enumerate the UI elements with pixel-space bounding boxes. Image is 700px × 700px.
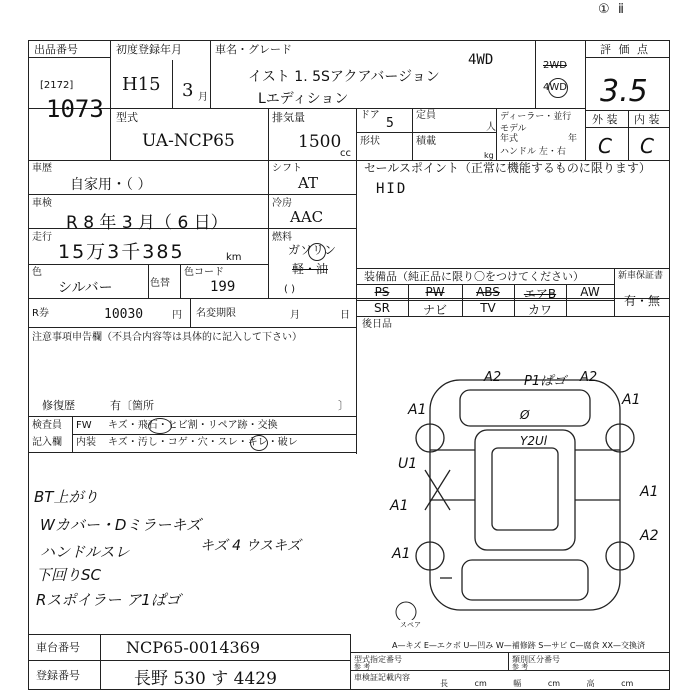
diag-a1-left-side: A1 bbox=[390, 498, 409, 514]
month-unit: 月 bbox=[198, 92, 208, 103]
color: シルバー bbox=[58, 280, 113, 296]
load-unit: kg bbox=[484, 151, 494, 160]
mileage-label: 走行 bbox=[32, 232, 52, 243]
chassis-number: NCP65-0014369 bbox=[126, 638, 261, 657]
sales-point-text: HID bbox=[376, 181, 408, 197]
side-mark-left bbox=[425, 470, 450, 510]
fw-circle bbox=[148, 418, 172, 434]
equip-pw: PW bbox=[425, 285, 445, 299]
notes-label: 注意事項申告欄（不具合内容等は具体的に記入して下さい） bbox=[32, 332, 302, 343]
top-right-mark: ① bbox=[598, 2, 610, 17]
cat-sub: 参 考 bbox=[512, 663, 529, 671]
size-sub: 長 cm 幅 cm 高 cm bbox=[440, 679, 634, 688]
dealer-label: ディーラー・並行 bbox=[500, 112, 572, 122]
equip-ps: PS bbox=[374, 285, 390, 299]
model-label: 型式 bbox=[116, 111, 138, 124]
door-label: ドア bbox=[360, 110, 380, 121]
fuel-gas-circle bbox=[308, 243, 326, 261]
note-under: 下回りSC bbox=[36, 566, 101, 584]
deadline-day: 日 bbox=[340, 310, 350, 321]
color-label: 色 bbox=[32, 267, 42, 278]
diag-a2-rear-right: A2 bbox=[640, 528, 659, 544]
fuel-light: 軽・油 bbox=[292, 262, 329, 276]
color-code: 199 bbox=[210, 279, 236, 295]
inspection-value: R 8 年 3 月（ 6 日） bbox=[66, 213, 228, 233]
repair-close: 〕 bbox=[338, 399, 349, 412]
note-wcover: Wカバー・Dミラーキズ bbox=[40, 516, 202, 534]
reg-label: 登録番号 bbox=[36, 669, 80, 682]
ext-grade: C bbox=[598, 134, 612, 158]
int-circle bbox=[250, 435, 268, 451]
year-unit: 年 bbox=[568, 134, 578, 144]
rear-seat-label: 後日品 bbox=[362, 319, 392, 330]
fuel-gas: ガソリン bbox=[288, 243, 337, 257]
doors: 5 bbox=[386, 116, 394, 131]
drive-opt-2wd: 2WD bbox=[543, 60, 567, 71]
int-label: 内 装 bbox=[634, 113, 660, 126]
model-code: UA-NCP65 bbox=[142, 131, 235, 151]
chassis-label: 車台番号 bbox=[36, 641, 80, 654]
type-cert-sub: 参 考 bbox=[354, 663, 371, 671]
diag-a1-right-side: A1 bbox=[640, 484, 659, 500]
spare-label: スペア bbox=[400, 621, 421, 629]
note-handle: ハンドルスレ bbox=[40, 543, 130, 561]
first-reg-month: 3 bbox=[182, 80, 194, 101]
recycle-amount: 10030 bbox=[104, 307, 144, 322]
load-label: 積載 bbox=[416, 136, 436, 147]
handle-label: ハンドル 左・右 bbox=[500, 147, 566, 157]
new-guarantee-value: 有・無 bbox=[624, 294, 661, 308]
size-label: 車検証記載内容 bbox=[354, 673, 410, 682]
repair-value: 有〔箇所 bbox=[110, 399, 154, 412]
shape-label: 形状 bbox=[360, 136, 380, 147]
color-change-label: 色替 bbox=[150, 278, 170, 289]
fuel-label: 燃料 bbox=[272, 232, 292, 243]
model-year-label: モデル bbox=[500, 124, 527, 134]
drive-type: 4WD bbox=[468, 52, 494, 68]
diag-top-a2-right: A2 bbox=[580, 370, 598, 385]
recycle-label: R券 bbox=[32, 308, 49, 319]
eval-label: 評 価 点 bbox=[600, 43, 650, 56]
equip-leather: カワ bbox=[527, 303, 552, 317]
displacement-label: 排気量 bbox=[272, 111, 305, 124]
km-unit: km bbox=[226, 252, 242, 263]
car-trunk bbox=[462, 560, 588, 600]
repair-label: 修復歴 bbox=[42, 399, 75, 412]
type-cert-label: 型式指定番号 bbox=[354, 655, 402, 664]
mileage: 15万3千385 bbox=[58, 241, 185, 263]
cc-unit: cc bbox=[340, 148, 351, 159]
car-name-label: 車名・グレード bbox=[215, 43, 292, 56]
drive-opt-4wd: 4WD bbox=[543, 82, 567, 93]
displacement: 1500 bbox=[298, 132, 342, 152]
note-scratch: キズ 4 ウスキズ bbox=[200, 538, 301, 554]
recycle-unit: 円 bbox=[172, 310, 182, 321]
equip-navi: ナビ bbox=[422, 303, 447, 317]
diag-a1-rear-left: A1 bbox=[392, 546, 411, 562]
note-bt: BT上がり bbox=[34, 488, 99, 506]
ac: AAC bbox=[290, 208, 324, 226]
equip-sr: SR bbox=[374, 301, 390, 315]
top-right-text: ⅱ bbox=[618, 2, 624, 17]
car-name: イスト 1. 5Sアクアバージョン bbox=[248, 69, 440, 85]
lot-number: 1073 bbox=[46, 95, 104, 123]
color-code-label: 色コード bbox=[184, 267, 224, 278]
front-doors-left bbox=[430, 450, 475, 500]
spare-tire bbox=[396, 602, 416, 620]
ac-label: 冷房 bbox=[272, 198, 292, 209]
fw-text: キズ・飛石・ヒビ割・リペア跡・交換 bbox=[108, 420, 278, 431]
first-reg-year: H15 bbox=[122, 74, 161, 95]
inspection-label: 車検 bbox=[32, 198, 52, 209]
ext-label: 外 装 bbox=[592, 113, 618, 126]
shift-label: シフト bbox=[272, 163, 302, 174]
note-spoiler: Rスポイラー ア1ぱゴ bbox=[36, 591, 181, 609]
diag-a1-front-right: A1 bbox=[622, 392, 641, 408]
diag-top-a2-left: A2 bbox=[484, 370, 502, 385]
diag-roof-note: Ø bbox=[520, 408, 530, 422]
car-roof bbox=[492, 448, 558, 530]
first-reg-label: 初度登録年月 bbox=[116, 43, 182, 56]
history-value: 自家用・（ ） bbox=[70, 177, 152, 193]
capacity-label: 定員 bbox=[416, 110, 436, 121]
equipment-label: 装備品（純正品に限り〇をつけてください） bbox=[364, 270, 584, 283]
equip-aw: AW bbox=[580, 285, 600, 299]
shift: AT bbox=[298, 174, 319, 192]
equip-tv: TV bbox=[480, 301, 496, 315]
reg-number: 長野 530 す 4429 bbox=[134, 669, 277, 689]
equip-abs: ABS bbox=[476, 285, 500, 299]
deadline-month: 月 bbox=[290, 310, 300, 321]
int-inspect-label: 内装 bbox=[76, 437, 96, 448]
front-doors-right bbox=[575, 450, 620, 500]
lot-label: 出品番号 bbox=[34, 43, 78, 56]
diag-top-p1: P1ぱゴ bbox=[524, 374, 567, 389]
int-inspect-text: キズ・汚し・コゲ・穴・スレ・キレ・破レ bbox=[108, 437, 298, 448]
fw-label: FW bbox=[76, 420, 92, 431]
equip-airbag: エアB bbox=[523, 287, 557, 301]
inspector-label-2: 記入欄 bbox=[32, 437, 62, 448]
cat-label: 類別区分番号 bbox=[512, 655, 560, 664]
deadline-label: 名変期限 bbox=[196, 308, 236, 319]
diag-a1-front-left: A1 bbox=[408, 402, 427, 418]
lot-sub: [2172] bbox=[40, 80, 74, 91]
eval-score: 3.5 bbox=[600, 74, 648, 109]
capacity-unit: 人 bbox=[486, 122, 496, 133]
history-label: 車歴 bbox=[32, 163, 52, 174]
damage-legend: A—キズ E—エクボ U—凹み W—補修跡 S—サビ C—腐食 XX—交換済 bbox=[392, 641, 646, 650]
new-guarantee-label: 新車保証書 bbox=[618, 271, 664, 281]
drive-4wd-circle bbox=[548, 78, 568, 98]
inspector-label-1: 検査員 bbox=[32, 420, 62, 431]
int-grade: C bbox=[640, 134, 654, 158]
fuel-paren: ( ) bbox=[284, 284, 295, 295]
sales-point-label: セールスポイント（正常に機能するものに限ります） bbox=[364, 161, 651, 175]
grade: Lエディション bbox=[258, 91, 349, 107]
year-label: 年式 bbox=[500, 134, 519, 144]
diag-roof-note2: Y2Ul bbox=[520, 434, 548, 448]
diag-u1-left: U1 bbox=[398, 456, 418, 472]
